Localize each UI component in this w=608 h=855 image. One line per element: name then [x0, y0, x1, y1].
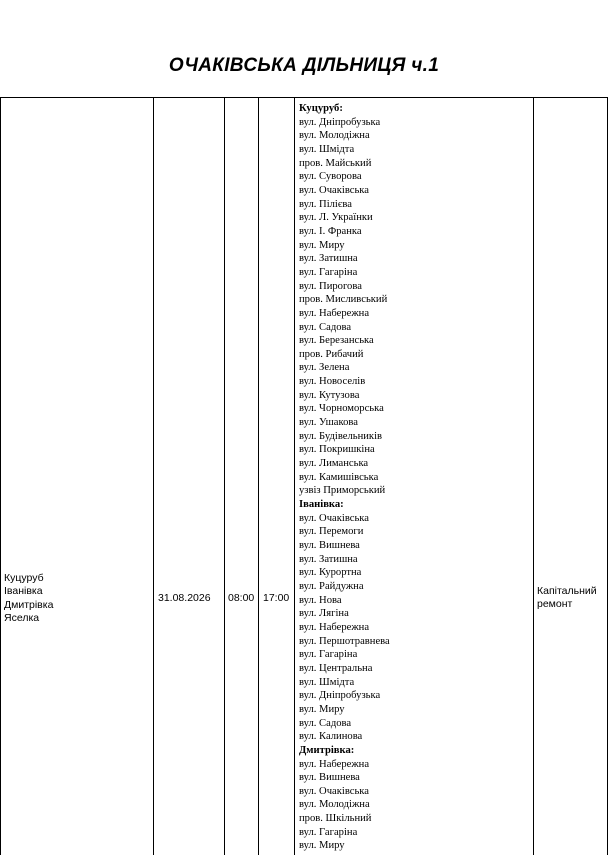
- street-item: вул. Вишнева: [299, 772, 360, 784]
- date-cell: 31.08.2026: [158, 592, 211, 604]
- street-item: вул. Чорноморська: [299, 403, 384, 415]
- street-item: вул. Набережна: [299, 758, 370, 770]
- street-item: вул. Миру: [299, 239, 345, 251]
- street-item: вул. Очаківська: [299, 512, 369, 524]
- street-item: узвіз Приморський: [299, 485, 386, 497]
- village-heading: Іванівка:: [299, 499, 344, 511]
- street-item: вул. Будівельників: [299, 430, 383, 442]
- time-from-cell: 08:00: [228, 592, 255, 604]
- street-item: вул. Садова: [299, 321, 352, 333]
- street-item: вул. Садова: [299, 717, 352, 729]
- street-item: вул. Гагаріна: [299, 266, 358, 278]
- street-item: вул. І. Франка: [299, 225, 362, 237]
- street-item: пров. Шкільний: [299, 813, 372, 825]
- street-item: вул. Зелена: [299, 362, 350, 374]
- column-divider: [533, 98, 534, 855]
- street-item: вул. Ушакова: [299, 417, 358, 429]
- street-item: вул. Набережна: [299, 307, 370, 319]
- street-item: вул. Райдужна: [299, 580, 364, 592]
- street-item: вул. Суворова: [299, 171, 362, 183]
- street-item: пров. Рибачий: [299, 348, 364, 360]
- street-item: вул. Центральна: [299, 662, 373, 674]
- street-item: вул. Дніпробузька: [299, 690, 381, 702]
- street-item: вул. Новоселів: [299, 376, 366, 388]
- street-item: вул. Миру: [299, 840, 345, 852]
- page-title: ОЧАКІВСЬКА ДІЛЬНИЦЯ ч.1: [168, 55, 440, 76]
- street-item: вул. Шмідта: [299, 676, 355, 688]
- street-item: вул. Курортна: [299, 567, 362, 579]
- street-item: вул. Затишна: [299, 253, 358, 265]
- column-divider: [294, 98, 295, 855]
- settlement-name: Іванівка: [4, 585, 43, 598]
- street-item: вул. Очаківська: [299, 184, 369, 196]
- street-item: вул. Гагаріна: [299, 649, 358, 661]
- street-item: вул. Покришкіна: [299, 444, 375, 456]
- street-item: вул. Дніпробузька: [299, 116, 381, 128]
- street-item: вул. Вишнева: [299, 540, 360, 551]
- street-item: вул. Пирогова: [299, 280, 362, 292]
- street-item: вул. Пілієва: [299, 198, 352, 210]
- schedule-table: [0, 97, 608, 855]
- street-item: вул. Очаківська: [299, 785, 369, 797]
- street-item: пров. Мисливський: [299, 294, 388, 306]
- settlements-cell: [4, 572, 53, 625]
- street-item: вул. Лиманська: [299, 458, 369, 470]
- column-divider: [224, 98, 225, 855]
- street-item: вул. Набережна: [299, 621, 370, 633]
- street-item: вул. Гагаріна: [299, 826, 358, 838]
- street-item: вул. Затишна: [299, 553, 358, 565]
- settlement-name: Яселка: [4, 611, 40, 624]
- street-item: вул. Молодіжна: [299, 799, 370, 811]
- street-item: вул. Першотравнева: [299, 635, 390, 647]
- streets-list: [299, 102, 533, 853]
- street-item: вул. Перемоги: [299, 526, 364, 538]
- street-item: вул. Л. Українки: [299, 212, 373, 224]
- work-type-cell: Капітальний ремонт: [537, 585, 597, 611]
- village-heading: Дмитрівка:: [299, 744, 355, 756]
- street-item: вул. Кутузова: [299, 389, 360, 401]
- street-item: вул. Шмідта: [299, 143, 355, 155]
- settlement-name: Дмитрівка: [4, 598, 54, 611]
- street-item: вул. Молодіжна: [299, 130, 370, 142]
- street-item: вул. Нова: [299, 594, 342, 606]
- column-divider: [0, 98, 1, 855]
- column-divider: [258, 98, 259, 855]
- street-item: вул. Калинова: [299, 731, 363, 743]
- street-item: вул. Камишівська: [299, 471, 379, 483]
- time-to-cell: 17:00: [263, 592, 290, 604]
- street-item: вул. Березанська: [299, 335, 374, 347]
- street-item: вул. Миру: [299, 703, 345, 715]
- settlement-name: Куцуруб: [4, 572, 44, 584]
- street-item: пров. Майський: [299, 157, 372, 169]
- street-item: вул. Лягіна: [299, 608, 349, 620]
- column-divider: [153, 98, 154, 855]
- village-heading: Куцуруб:: [299, 103, 343, 114]
